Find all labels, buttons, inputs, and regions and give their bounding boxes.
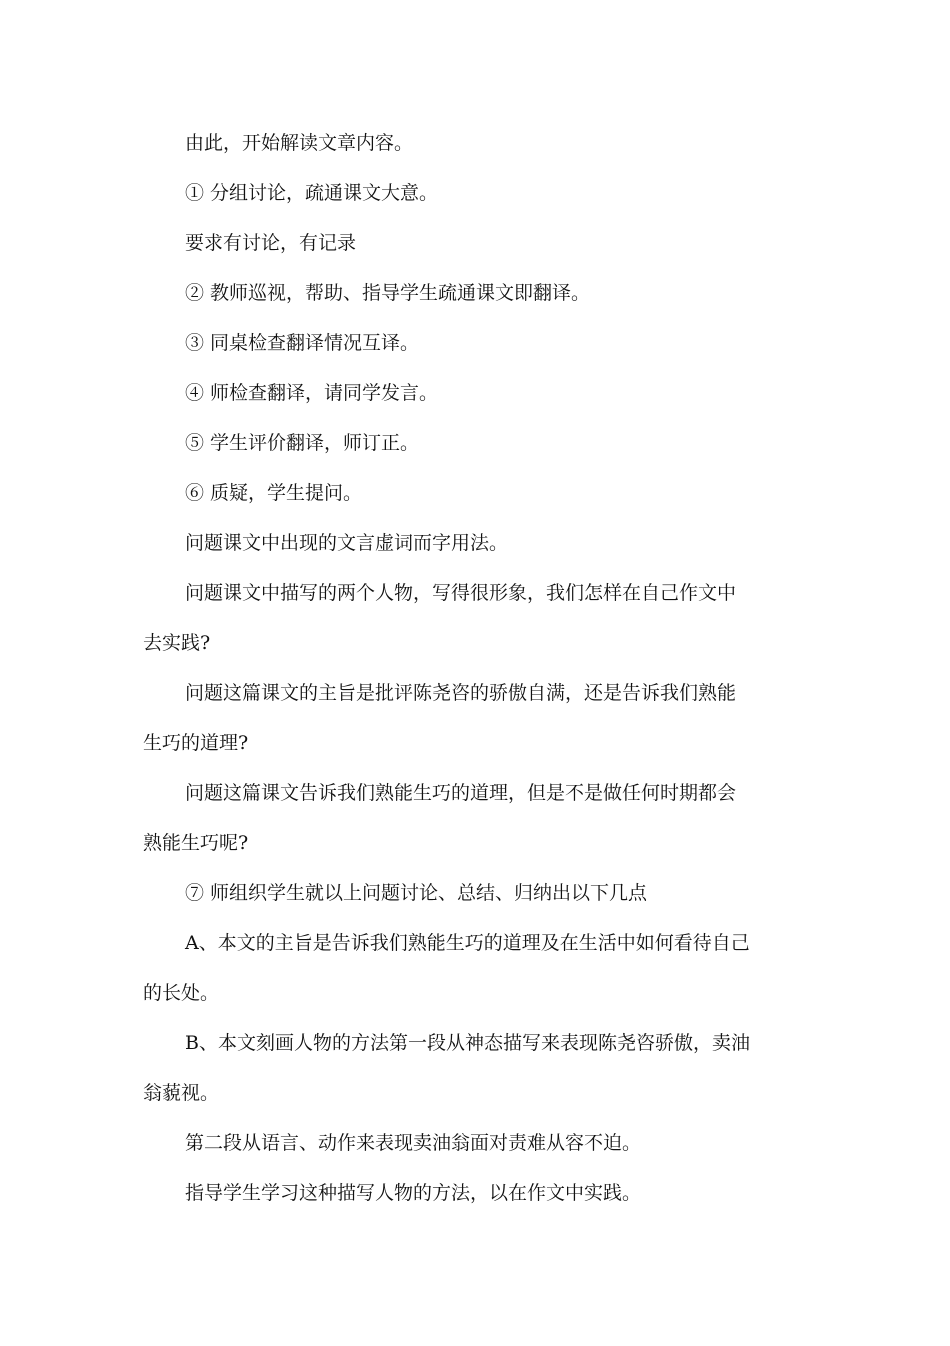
- paragraph: 第二段从语言、动作来表现卖油翁面对责难从容不迫。: [185, 1132, 642, 1154]
- paragraph: ③ 同桌检查翻译情况互译。: [185, 332, 420, 354]
- paragraph: 问题这篇课文的主旨是批评陈尧咨的骄傲自满，还是告诉我们熟能生巧的道理?: [143, 682, 737, 754]
- paragraph: 问题这篇课文告诉我们熟能生巧的道理，但是不是做任何时期都会熟能生巧呢?: [143, 782, 737, 854]
- paragraph: 指导学生学习这种描写人物的方法，以在作文中实践。: [185, 1182, 642, 1204]
- paragraph: B、本文刻画人物的方法第一段从神态描写来表现陈尧咨骄傲，卖油翁藐视。: [143, 1032, 750, 1104]
- paragraph: 要求有讨论，有记录: [185, 232, 357, 254]
- paragraph: ① 分组讨论，疏通课文大意。: [185, 182, 439, 204]
- paragraph: A、本文的主旨是告诉我们熟能生巧的道理及在生活中如何看待自己的长处。: [143, 932, 750, 1004]
- paragraph: ⑦ 师组织学生就以上问题讨论、总结、归纳出以下几点: [185, 882, 648, 904]
- document-body: [143, 118, 753, 1218]
- paragraph: ④ 师检查翻译，请同学发言。: [185, 382, 439, 404]
- paragraph: ⑤ 学生评价翻译，师订正。: [185, 432, 420, 454]
- paragraph: ② 教师巡视，帮助、指导学生疏通课文即翻译。: [185, 282, 591, 304]
- paragraph: 由此，开始解读文章内容。: [185, 132, 414, 154]
- paragraph: 问题课文中描写的两个人物，写得很形象，我们怎样在自己作文中去实践?: [143, 582, 737, 654]
- paragraph: 问题课文中出现的文言虚词而字用法。: [185, 532, 509, 554]
- paragraph: ⑥ 质疑，学生提问。: [185, 482, 363, 504]
